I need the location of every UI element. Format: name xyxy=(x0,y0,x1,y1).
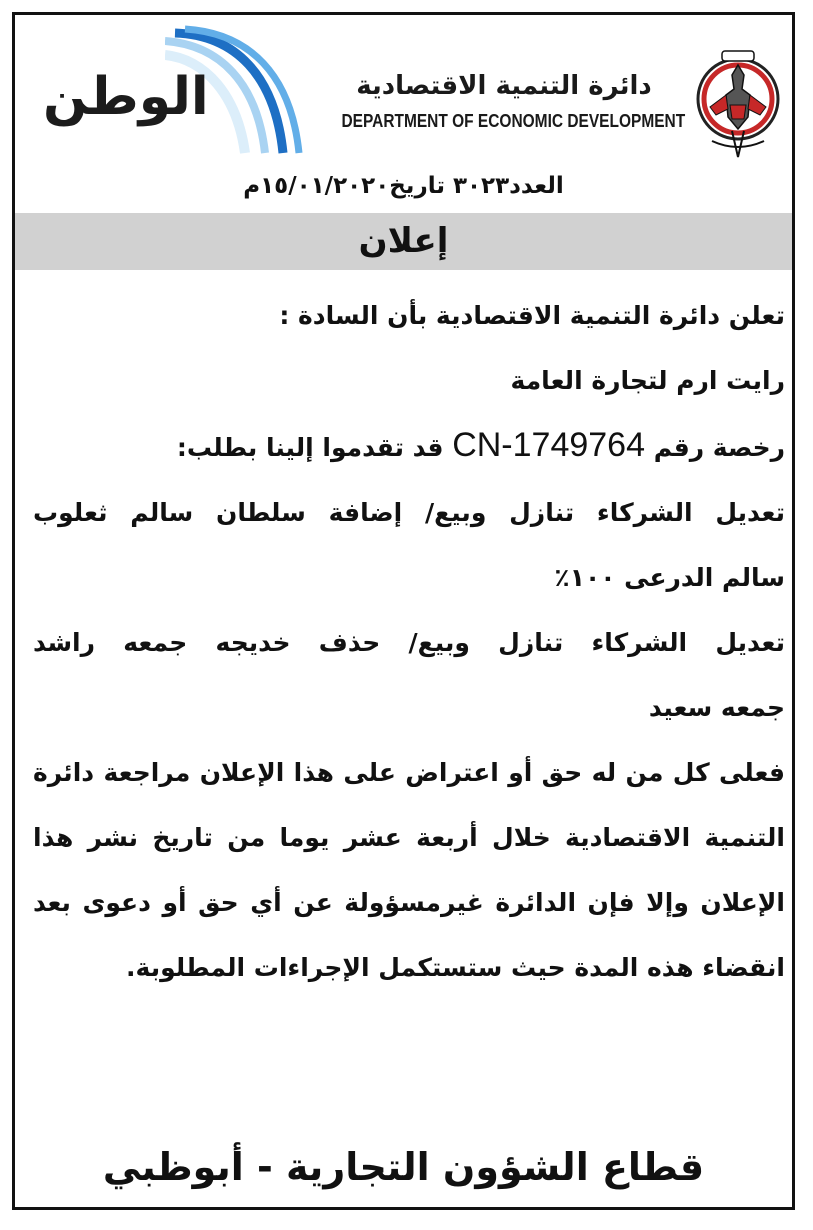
request-2-line-2: جمعه سعيد xyxy=(648,693,785,722)
issue-number-date: العدد٣٠٢٣ تاريخ١٥/٠١/٢٠٢٠م xyxy=(243,173,564,199)
intro-line: تعلن دائرة التنمية الاقتصادية بأن السادة : xyxy=(279,301,785,330)
announcement-body xyxy=(33,283,785,1000)
license-prefix: رخصة رقم xyxy=(653,433,785,462)
request-1-line-2: سالم الدرعى ١٠٠٪ xyxy=(554,563,785,592)
department-name-english: DEPARTMENT OF ECONOMIC DEVELOPMENT xyxy=(341,111,686,131)
announcement-frame xyxy=(12,12,795,1210)
request-2-line-1: تعديل الشركاء تنازل وبيع/ حذف خديجه جمعه راشد xyxy=(33,628,785,657)
masthead xyxy=(15,15,792,175)
department-name-arabic: دائرة التنمية الاقتصادية xyxy=(356,71,652,101)
newspaper-logo: الوطن xyxy=(43,67,209,127)
company-name: رايت ارم لتجارة العامة xyxy=(510,366,785,395)
announcement-title: إعلان xyxy=(15,213,792,270)
notice-paragraph: فعلى كل من له حق أو اعتراض على هذا الإعلان مراجعة دائرة التنمية الاقتصادية خلال أربعة عشر يوما من تاريخ نشر هذا الإعلان وإلا فإن الدائرة غيرمسؤولة عن أي حق أو دعوى بعد انقضاء هذه المدة حيث ستستكمل الإجراءات المطلوبة. xyxy=(33,758,785,982)
license-line xyxy=(33,413,785,480)
license-number: CN-1749764 xyxy=(452,426,645,464)
license-suffix: قد تقدموا إلينا بطلب: xyxy=(176,433,444,462)
falcon-emblem-icon xyxy=(692,45,784,163)
request-1-line-1: تعديل الشركاء تنازل وبيع/ إضافة سلطان سالم ثعلوب xyxy=(33,498,785,527)
footer-signature: قطاع الشؤون التجارية - أبوظبي xyxy=(102,1145,705,1189)
